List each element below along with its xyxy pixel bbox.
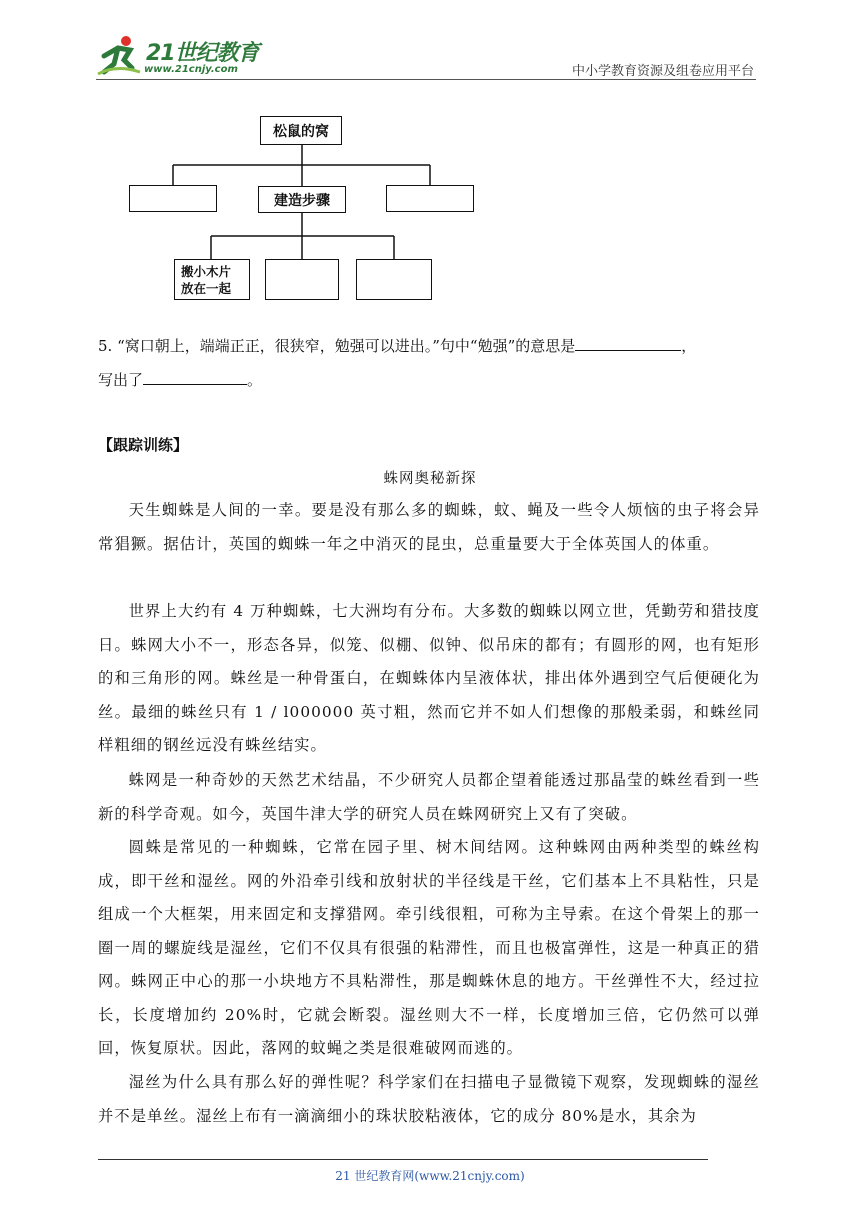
paragraph: 天生蜘蛛是人间的一幸。要是没有那么多的蜘蛛，蚊、蝇及一些令人烦恼的虫子将会异常猖獗。据估计，英国的蜘蛛一年之中消灭的昆虫，总重量要大于全体英国人的体重。 [98, 501, 760, 553]
logo-brand: 21世纪教育 [146, 41, 259, 66]
q5-text: 5. “窝口朝上，端端正正，很狭窄，勉强可以进出。”句中“勉强”的意思是 [98, 337, 576, 355]
platform-name: 中小学教育资源及组卷应用平台 [571, 64, 754, 79]
footer-divider [98, 1159, 708, 1160]
paragraph: 蛛网是一种奇妙的天然艺术结晶，不少研究人员都企望着能透过那晶莹的蛛丝看到一些新的科学奇观。如今，英国牛津大学的研究人员在蛛网研究上又有了突破。 [98, 771, 760, 823]
footer-link[interactable]: 21 世纪教育网(www.21cnjy.com) [335, 1169, 525, 1183]
diagram-left-blank-box [129, 185, 217, 212]
diagram-steps-box: 建造步骤 [258, 186, 346, 213]
paragraph: 湿丝为什么具有那么好的弹性呢？科学家们在扫描电子显微镜下观察，发现蜘蛛的湿丝并不是单丝。湿丝上布有一滴滴细小的珠状胶粘液体，它的成分 80%是水，其余为 [98, 1073, 760, 1125]
diagram-step3-blank-box [356, 259, 432, 300]
q5-answer-blank-2[interactable] [143, 370, 247, 385]
q5-text-2: 写出了 [98, 371, 144, 389]
q5-comma: ， [681, 337, 697, 355]
diagram-step1-box: 搬小木片 放在一起 [174, 259, 250, 300]
diagram-step2-blank-box [265, 259, 339, 300]
diagram-root-box: 松鼠的窝 [260, 116, 342, 145]
logo-url: www.21cnjy.com [144, 64, 238, 75]
diagram-right-blank-box [386, 185, 474, 212]
paragraph: 圆蛛是常见的一种蜘蛛，它常在园子里、树木间结网。这种蛛网由两种类型的蛛丝构成，即干丝和湿丝。网的外沿牵引线和放射状的半径线是干丝，它们基本上不具粘性，只是组成一个大框架，用来固定和支撑猎网。牵引线很粗，可称为主导索。在这个骨架上的那一圈一周的螺旋线是湿丝，它们不仅具有很强的粘滞性，而且也极富弹性，这是一种真正的猎网。蛛网正中心的那一小块地方不具粘滞性，那是蜘蛛休息的地方。干丝弹性不大，经过拉长，长度增加约 20%时，它就会断裂。湿丝则大不一样，长度增加三倍，它仍然可以弹回，恢复原状。因此，落网的蚊蝇之类是很难破网而逃的。 [98, 838, 760, 1057]
question-5 [98, 329, 768, 397]
article-title: 蛛网奥秘新探 [383, 471, 477, 487]
paragraph: 世界上大约有 4 万种蜘蛛，七大洲均有分布。大多数的蜘蛛以网立世，凭勤劳和猎技度日。蛛网大小不一，形态各异，似笼、似棚、似钟、似吊床的都有；有圆形的网，也有矩形的和三角形的网。蛛丝是一种骨蛋白，在蜘蛛体内呈液体状，排出体外遇到空气后便硬化为丝。最细的蛛丝只有 1 / l000000 英寸粗，然而它并不如人们想像的那般柔弱，和蛛丝同样粗细的钢丝远没有蛛丝结实。 [98, 602, 760, 754]
q5-period: 。 [247, 371, 263, 389]
section-heading: 【跟踪训练】 [98, 436, 189, 454]
q5-answer-blank-1[interactable] [575, 336, 681, 351]
